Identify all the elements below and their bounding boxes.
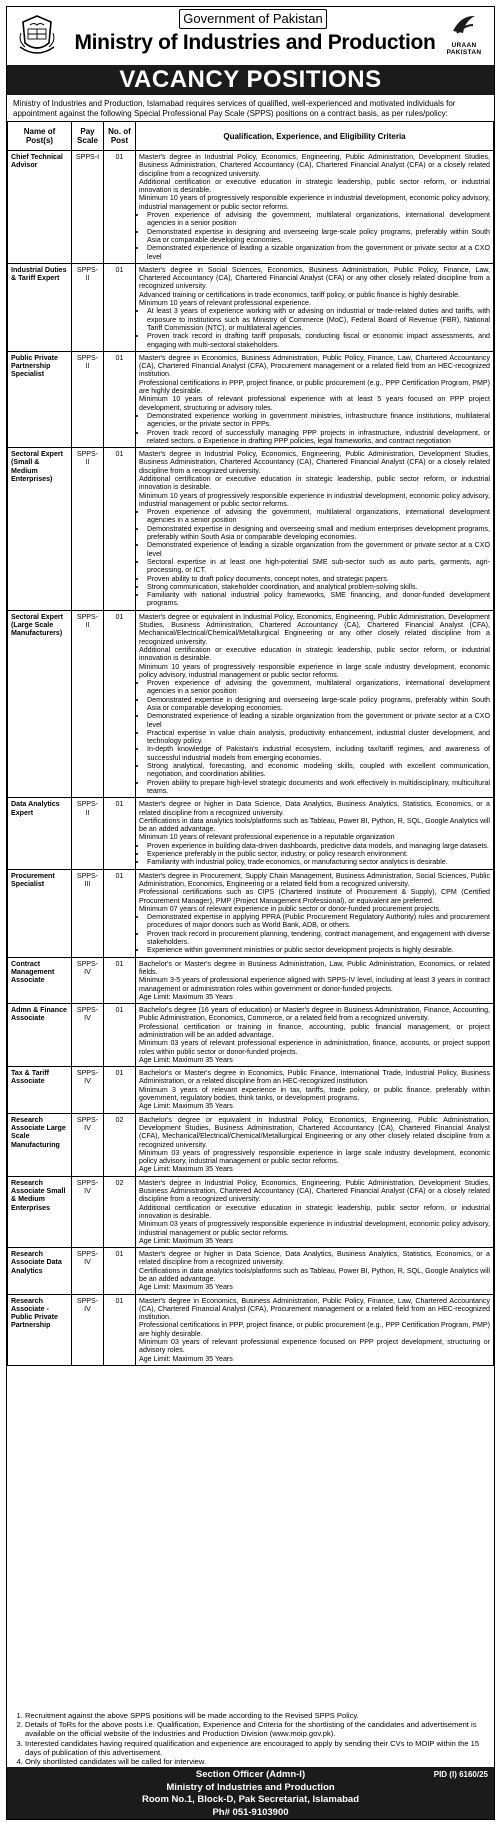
criteria-paragraph: Minimum 3-5 years of professional experience aligned with SPPS-IV level, including at least 3 years in contract management or administration roles within government or donor-funded projects. bbox=[139, 976, 490, 993]
criteria bbox=[136, 1004, 494, 1067]
criteria-bullets bbox=[139, 211, 490, 261]
advertisement bbox=[6, 6, 495, 1820]
criteria-bullet: • Practical expertise in value chain analysis, productivity enhancement, industrial cluster development, and technology policy. bbox=[147, 729, 490, 746]
criteria-paragraph: Age Limit: Maximum 35 Years bbox=[139, 1165, 233, 1174]
pay-scale: SPPS-III bbox=[72, 869, 104, 957]
vacancy-banner: VACANCY POSITIONS bbox=[7, 65, 494, 95]
criteria bbox=[136, 151, 494, 264]
criteria-paragraph: Professional certifications in PPP, project finance, or public procurement (e.g., PPP Certification Program, PMP) are highly desirable. bbox=[139, 378, 490, 396]
criteria-paragraph: Professional certifications such as CIPS (Chartered Institute of Procurement & Supply), CPM (Certified Procurement Manager), PMP (Project Management Professional), or equivalent are preferred. bbox=[139, 888, 490, 905]
pid-number: PID (I) 6160/25 bbox=[433, 1770, 488, 1779]
criteria-paragraph: Master's degree in Economics, Business Administration, Public Policy, Finance, Law, Chartered Accountancy (CA), Chartered Financial Analyst (CFA), Procurement management or a related field from an HEC-recognized institution. bbox=[139, 1296, 490, 1322]
post-count: 01 bbox=[104, 1004, 136, 1067]
criteria-paragraph: Minimum 03 years of progressively responsible experience in industrial development, economic policy advisory, industrial management or public sector reforms. bbox=[139, 1220, 490, 1237]
pay-scale: SPPS- IV bbox=[72, 957, 104, 1003]
footer-address: Room No.1, Block-D, Pak Secretariat, Islamabad bbox=[142, 1794, 359, 1805]
table-row bbox=[8, 151, 494, 264]
criteria-bullet: • Proven track record in drafting tariff proposals, conducting fiscal or economic impact assessments, and engaging with multi-sectoral stakeholders. bbox=[147, 332, 490, 349]
post-count: 01 bbox=[104, 448, 136, 611]
pay-scale: SPPS-IV bbox=[72, 1067, 104, 1113]
criteria-paragraph: Bachelor's or Master's degree in Business Administration, Law, Public Administration, Economics, or related fields. bbox=[139, 959, 490, 976]
brand-top: URAAN bbox=[451, 42, 477, 49]
post-name: Data Analytics Expert bbox=[8, 798, 72, 869]
criteria-bullet: • Familiarity with industrial policy, trade economics, or manufacturing sector analytics is desirable. bbox=[147, 858, 490, 866]
brand-bottom: PAKISTAN bbox=[446, 49, 482, 56]
criteria bbox=[136, 610, 494, 798]
criteria-bullet: • Proven ability to draft policy documents, concept notes, and strategic papers. bbox=[147, 575, 490, 583]
note-item: 1. Recruitment against the above SPPS positions will be made according to the Revised SPPS Policy. bbox=[25, 1711, 491, 1720]
criteria bbox=[136, 869, 494, 957]
criteria-paragraph: Age Limit: Maximum 35 Years bbox=[139, 1102, 233, 1111]
criteria-paragraph: Minimum 03 years of relevant professional experience focused on PPP project development, structuring or advisory roles. bbox=[139, 1338, 490, 1355]
criteria-bullet: • Sectoral expertise in at least one high-potential SME sub-sector such as auto parts, garments, agri-processing, or ICT. bbox=[147, 558, 490, 575]
criteria-bullet: • Demonstrated expertise in applying PPRA (Public Procurement Regulatory Authority) rules and procurement procedures of major donors such as World Bank, ADB, or others. bbox=[147, 913, 490, 930]
criteria-paragraph: Master's degree in Industrial Policy, Economics, Engineering, Public Administration, Development Studies, Business Administration, Chartered Accountancy (CA), Chartered Financial Analyst (CFA) or a closely related discipline from a recognized university. bbox=[139, 153, 490, 178]
criteria-paragraph: Additional certification or executive education in strategic leadership, public sector reform, or industrial innovation is desirable. bbox=[139, 1203, 490, 1220]
criteria bbox=[136, 1176, 494, 1247]
header bbox=[7, 7, 494, 65]
col-header-post: Name of Post(s) bbox=[8, 122, 72, 151]
criteria-paragraph: Master's degree in Social Sciences, Economics, Business Administration, Public Policy, Finance, Law, Chartered Accountancy (CA), Chartered Financial Analyst (CFA) or any other closely related discipline from a recognized university. bbox=[139, 265, 490, 291]
note-item: 3. Interested candidates having required qualification and experience are encouraged to apply by sending their CVs to MOIP within the 15 days of publication of this advertisement. bbox=[25, 1739, 491, 1757]
post-name: Research Associate Data Analytics bbox=[8, 1248, 72, 1294]
col-header-scale: Pay Scale bbox=[72, 122, 104, 151]
criteria-bullet: • Experience within government ministries or public sector development projects is highly desirable. bbox=[147, 946, 490, 954]
post-count: 01 bbox=[104, 1067, 136, 1113]
criteria-bullet: • Strong communication, stakeholder coordination, and analytical problem-solving skills. bbox=[147, 583, 490, 591]
criteria bbox=[136, 1113, 494, 1176]
table-row bbox=[8, 1113, 494, 1176]
criteria-paragraph: Master's degree in Industrial Policy, Economics, Engineering, Public Administration, Development Studies, Business Administration, Chartered Accountancy (CA), Chartered Financial Analyst (CFA) or a closely related discipline from a recognized university. bbox=[139, 1178, 490, 1204]
table-row bbox=[8, 1294, 494, 1365]
post-name: Research Associate Small & Medium Enterprises bbox=[8, 1176, 72, 1247]
post-count: 01 bbox=[104, 1248, 136, 1294]
table-row bbox=[8, 957, 494, 1003]
criteria-paragraph: Bachelor's or Master's degree in Economics, Public Finance, International Trade, Industrial Policy, Business Administration, or a related discipline from an HEC-recognized institution. bbox=[139, 1069, 490, 1086]
criteria-bullets bbox=[139, 913, 490, 954]
pay-scale: SPPS-II bbox=[72, 448, 104, 611]
criteria-paragraph: Additional certification or executive education in strategic leadership, public sector reform, or industrial innovation is desirable. bbox=[139, 177, 490, 195]
table-row bbox=[8, 869, 494, 957]
criteria-bullet: • Strong analytical, forecasting, and economic modeling skills, coupled with excellent communication, negotiation, and coordination abilities. bbox=[147, 762, 490, 779]
criteria-paragraph: Minimum 10 years of progressively responsible experience in industrial development, economic policy advisory, industrial management or public sector reforms. bbox=[139, 194, 490, 211]
footer bbox=[7, 1767, 494, 1820]
criteria bbox=[136, 448, 494, 611]
criteria-paragraph: Additional certification or executive education in strategic leadership, public sector reform, or industrial innovation is desirable. bbox=[139, 474, 490, 492]
post-name: Sectoral Expert (Large Scale Manufacturers) bbox=[8, 610, 72, 798]
table-row bbox=[8, 610, 494, 798]
criteria-paragraph: Master's degree or higher in Data Science, Data Analytics, Business Analytics, Statistics, Economics, or a related discipline from a recognized university. bbox=[139, 1250, 490, 1267]
criteria-paragraph: Minimum 10 years of progressively responsible experience in industrial development, economic policy advisory, industrial management or public sector reforms. bbox=[139, 491, 490, 508]
col-header-count: No. of Post bbox=[104, 122, 136, 151]
criteria-paragraph: Minimum 3 years of relevant experience in tax, tariffs, trade policy, or public finance, preferably within government, regulatory bodies, think tanks, or development programs. bbox=[139, 1085, 490, 1103]
post-count: 01 bbox=[104, 151, 136, 264]
criteria bbox=[136, 1294, 494, 1365]
post-count: 02 bbox=[104, 1176, 136, 1247]
col-header-criteria: Qualification, Experience, and Eligibility Criteria bbox=[136, 122, 494, 151]
pay-scale: SPPS-IV bbox=[72, 1248, 104, 1294]
criteria-paragraph: Certifications in data analytics tools/platforms such as Tableau, Power BI, Python, R, SQL, Google Analytics will be an added advantage. bbox=[139, 816, 490, 834]
criteria-bullet: • Experience preferably in the public sector, industry, or policy research environment. bbox=[147, 850, 490, 858]
criteria-bullet: • Demonstrated experience of leading a sizable organization from the government or private sector at a CXO level bbox=[147, 712, 490, 729]
table-row bbox=[8, 1004, 494, 1067]
uraan-bird-icon bbox=[451, 13, 477, 37]
pay-scale: SPPS-IV bbox=[72, 1176, 104, 1247]
criteria bbox=[136, 957, 494, 1003]
criteria-bullet: • Demonstrated expertise in designing and overseeing large-scale policy programs, preferably within South Asia or comparable developing economies. bbox=[147, 696, 490, 713]
criteria bbox=[136, 263, 494, 351]
criteria-paragraph: Minimum 10 years of relevant professional experience. bbox=[139, 299, 311, 308]
pay-scale: SPPS-I bbox=[72, 151, 104, 264]
criteria-paragraph: Certifications in data analytics tools/platforms such as Tableau, Power BI, Python, R, SQL, Google Analytics will be an added advantage. bbox=[139, 1266, 490, 1283]
criteria-paragraph: Master's degree in Procurement, Supply Chain Management, Business Administration, Social Sciences, Public Administration, Economics, Engineering or a related field from a recognized university. bbox=[139, 871, 490, 888]
criteria-bullets bbox=[139, 412, 490, 445]
post-count: 01 bbox=[104, 1294, 136, 1365]
post-count: 01 bbox=[104, 263, 136, 351]
criteria-paragraph: Minimum 03 years of relevant professional experience in administration, finance, accounts, or project support roles within public sector or donor-funded projects. bbox=[139, 1039, 490, 1056]
post-name: Chief Technical Advisor bbox=[8, 151, 72, 264]
criteria-paragraph: Age Limit: Maximum 35 Years bbox=[139, 1283, 233, 1292]
table-row bbox=[8, 798, 494, 869]
criteria-paragraph: Age Limit: Maximum 35 Years bbox=[139, 1055, 233, 1064]
footer-phone: Ph# 051-9103900 bbox=[212, 1806, 289, 1818]
criteria-paragraph: Minimum 10 years of progressively responsible experience in large scale industry development, economic policy advisory, industrial management or public sector reforms. bbox=[139, 662, 490, 679]
post-count: 01 bbox=[104, 869, 136, 957]
criteria-bullet: • Proven experience of advising the government, multilateral organizations, international development agencies in a senior position bbox=[147, 508, 490, 525]
post-count: 01 bbox=[104, 610, 136, 798]
table-row bbox=[8, 351, 494, 447]
vacancy-table bbox=[7, 121, 494, 1366]
post-name: Research Associate - Public Private Partnership bbox=[8, 1294, 72, 1365]
notes-list bbox=[11, 1711, 491, 1775]
criteria-paragraph: Age Limit: Maximum 35 Years bbox=[139, 1354, 233, 1363]
post-name: Public Private Partnership Specialist bbox=[8, 351, 72, 447]
post-name: Industrial Duties & Tariff Expert bbox=[8, 263, 72, 351]
criteria-paragraph: Master's degree or equivalent in Industrial Policy, Economics, Engineering, Public Administration, Development Studies, Business Administration, Chartered Accountancy (CA), Chartered Financial Analyst (CFA), Mechanical/Electrical/Chemical/Metallurgical Engineering or any other closely related discipline from a recognized university. bbox=[139, 612, 490, 646]
criteria bbox=[136, 351, 494, 447]
criteria-bullet: • Demonstrated expertise in designing and overseeing small and medium enterprises development programs, preferably within South Asia or comparable developing economies. bbox=[147, 525, 490, 542]
post-name: Tax & Tariff Associate bbox=[8, 1067, 72, 1113]
table-row bbox=[8, 1248, 494, 1294]
criteria-bullet: • Demonstrated experience working in government ministries, infrastructure finance institutions, multilateral agencies, or the private sector in PPPs. bbox=[147, 412, 490, 429]
table-header-row bbox=[8, 122, 494, 151]
criteria-paragraph: Age Limit: Maximum 35 Years bbox=[139, 1236, 233, 1245]
post-count: 01 bbox=[104, 351, 136, 447]
table-row bbox=[8, 448, 494, 611]
ministry-title: Ministry of Industries and Production bbox=[74, 31, 436, 54]
table-row bbox=[8, 263, 494, 351]
post-name: Contract Management Associate bbox=[8, 957, 72, 1003]
criteria-bullets bbox=[139, 679, 490, 795]
criteria-paragraph: Master's degree or higher in Data Science, Data Analytics, Business Analytics, Statistics, Economics, or a related discipline from a recognized university. bbox=[139, 800, 490, 817]
note-item: 2. Details of ToRs for the above posts i.e. Qualification, Experience and Criteria for the shortlisting of the candidates and advertisement is available on the official website of the Industries and Production Division (www.moip.gov.pk). bbox=[25, 1720, 491, 1738]
criteria-bullet: • Proven experience of advising the government, multilateral organizations, international development agencies in a senior position bbox=[147, 211, 490, 228]
intro-paragraph: Ministry of Industries and Production, Islamabad requires services of qualified, well-experienced and motivated individuals for appointment against the following Special Professional Pay Scale (SPPS) positions on a contract basis, as per rules/policy: bbox=[13, 99, 456, 118]
post-name: Admn & Finance Associate bbox=[8, 1004, 72, 1067]
criteria-paragraph: Minimum 10 years of relevant professional experience in a reputable organization bbox=[139, 833, 395, 842]
government-label: Government of Pakistan bbox=[179, 9, 327, 29]
pay-scale: SPPS-II bbox=[72, 263, 104, 351]
note-item: 4. Only shortlisted candidates will be called for interview. bbox=[25, 1757, 491, 1766]
notes-section bbox=[11, 1711, 491, 1775]
criteria-bullet: • Proven experience in building data-driven dashboards, predictive data models, and managing large datasets. bbox=[147, 842, 490, 850]
post-name: Sectoral Expert (Small & Medium Enterprises) bbox=[8, 448, 72, 611]
criteria-bullet: • Demonstrated experience of leading a sizable organization from the government or private sector at a CXO level bbox=[147, 541, 490, 558]
pay-scale: SPPS-IV bbox=[72, 1004, 104, 1067]
criteria bbox=[136, 1067, 494, 1113]
pay-scale: SPPS-II bbox=[72, 351, 104, 447]
table-row bbox=[8, 1067, 494, 1113]
criteria-bullet: • Familiarity with national industrial policy frameworks, SME financing, and donor-funded development programs. bbox=[147, 591, 490, 608]
criteria-paragraph: Advanced training or certifications in trade economics, tariff policy, or public finance is highly desirable. bbox=[139, 290, 461, 299]
criteria-bullet: • Proven track record of successfully managing PPP projects in infrastructure, industrial development, or related sectors. o Experience in drafting PPP policies, legal frameworks, and contract negotiation bbox=[147, 429, 490, 446]
criteria-paragraph: Minimum 03 years of progressively responsible experience in large scale industry development, economic policy advisory, industrial management or public sector reforms. bbox=[139, 1148, 490, 1166]
criteria-bullets bbox=[139, 842, 490, 867]
criteria-bullets bbox=[139, 307, 490, 348]
criteria bbox=[136, 798, 494, 869]
criteria-paragraph: Professional certifications in PPP, project finance, or public procurement (e.g., PPP Certification Program, PMP) are highly desirable. bbox=[139, 1321, 490, 1338]
state-emblem-icon bbox=[17, 13, 57, 57]
criteria-bullet: • Demonstrated experience of leading a sizable organization from the government or private sector at a CXO level bbox=[147, 244, 490, 261]
criteria-paragraph: Additional certification or executive education in strategic leadership, public sector reform, or industrial innovation is desirable. bbox=[139, 645, 490, 663]
criteria-bullets bbox=[139, 508, 490, 608]
pay-scale: SPPS-II bbox=[72, 610, 104, 798]
pay-scale: SPPS-II bbox=[72, 798, 104, 869]
criteria-bullet: • Proven track record in procurement planning, tendering, contract management, and engagement with diverse stakeholders. bbox=[147, 930, 490, 947]
post-name: Research Associate Large Scale Manufacturing bbox=[8, 1113, 72, 1176]
criteria-paragraph: Master's degree in Economics, Business Administration, Public Policy, Finance, Law, Chartered Accountancy (CA), Chartered Financial Analyst (CFA), Procurement management or a related field from an HEC-recognized institution. bbox=[139, 353, 490, 379]
criteria-paragraph: Age Limit: Maximum 35 Years bbox=[139, 992, 233, 1001]
footer-org: Ministry of Industries and Production bbox=[166, 1781, 335, 1793]
criteria-paragraph: Bachelor's degree (16 years of education) or Master's degree in Business Administration, Finance, Accounting, Public Administration, Economics, Commerce, or a related field from a recognized university. bbox=[139, 1006, 490, 1023]
criteria-bullet: • Proven ability to prepare high-level strategic documents and work effectively in multidisciplinary, multicultural teams. bbox=[147, 779, 490, 796]
criteria-bullet: • At least 3 years of experience working with or advising on industrial or trade-related duties and tariffs, with exposure to institutions such as Ministry of Commerce (MoC), Federal Board of Revenue (FBR), National Tariff Commission (NTC), or multilateral agencies. bbox=[147, 307, 490, 332]
criteria-bullet: • Proven experience of advising the government, multilateral organizations, international development agencies in a senior position bbox=[147, 679, 490, 696]
footer-officer: Section Officer (Admn-I) bbox=[195, 1769, 306, 1780]
criteria-paragraph: Professional certification or training in finance, accounting, public financial management, or project administration will be an added advantage. bbox=[139, 1022, 490, 1039]
table-row bbox=[8, 1176, 494, 1247]
table-body bbox=[8, 151, 494, 1366]
pay-scale: SPPS-IV bbox=[72, 1294, 104, 1365]
pay-scale: SPPS-IV bbox=[72, 1113, 104, 1176]
criteria-paragraph: Minimum 07 years of relevant experience in public sector or donor-funded procurement projects. bbox=[139, 904, 442, 913]
criteria-paragraph: Master's degree in Industrial Policy, Economics, Engineering, Public Administration, Development Studies, Business Administration, Chartered Accountancy (CA), Chartered Financial Analyst (CFA) or a closely related discipline from a recognized university. bbox=[139, 450, 490, 475]
criteria-paragraph: Bachelor's degree or equivalent in Industrial Policy, Economics, Engineering, Public Administration, Development Studies, Business Administration, Chartered Accountancy (CA), Chartered Financial Analyst (CFA), Mechanical/Electrical/Chemical/Metallurgical Engineering or any other closely related discipline from a recognized university. bbox=[139, 1115, 490, 1149]
post-name: Procurement Specialist bbox=[8, 869, 72, 957]
criteria-bullet: • Demonstrated expertise in designing and overseeing large-scale policy programs, preferably within South Asia or comparable developing economies. bbox=[147, 228, 490, 245]
criteria-paragraph: Minimum 10 years of relevant professional experience with at least 5 years focused on PPP project development, structuring or advisory roles. bbox=[139, 395, 490, 412]
uraan-pakistan-logo bbox=[440, 13, 488, 59]
criteria bbox=[136, 1248, 494, 1294]
post-count: 01 bbox=[104, 798, 136, 869]
post-count: 02 bbox=[104, 1113, 136, 1176]
post-count: 01 bbox=[104, 957, 136, 1003]
criteria-bullet: • In-depth knowledge of Pakistan's industrial ecosystem, including tax/tariff regimes, and awareness of successful industrial models from emerging economies. bbox=[147, 745, 490, 762]
